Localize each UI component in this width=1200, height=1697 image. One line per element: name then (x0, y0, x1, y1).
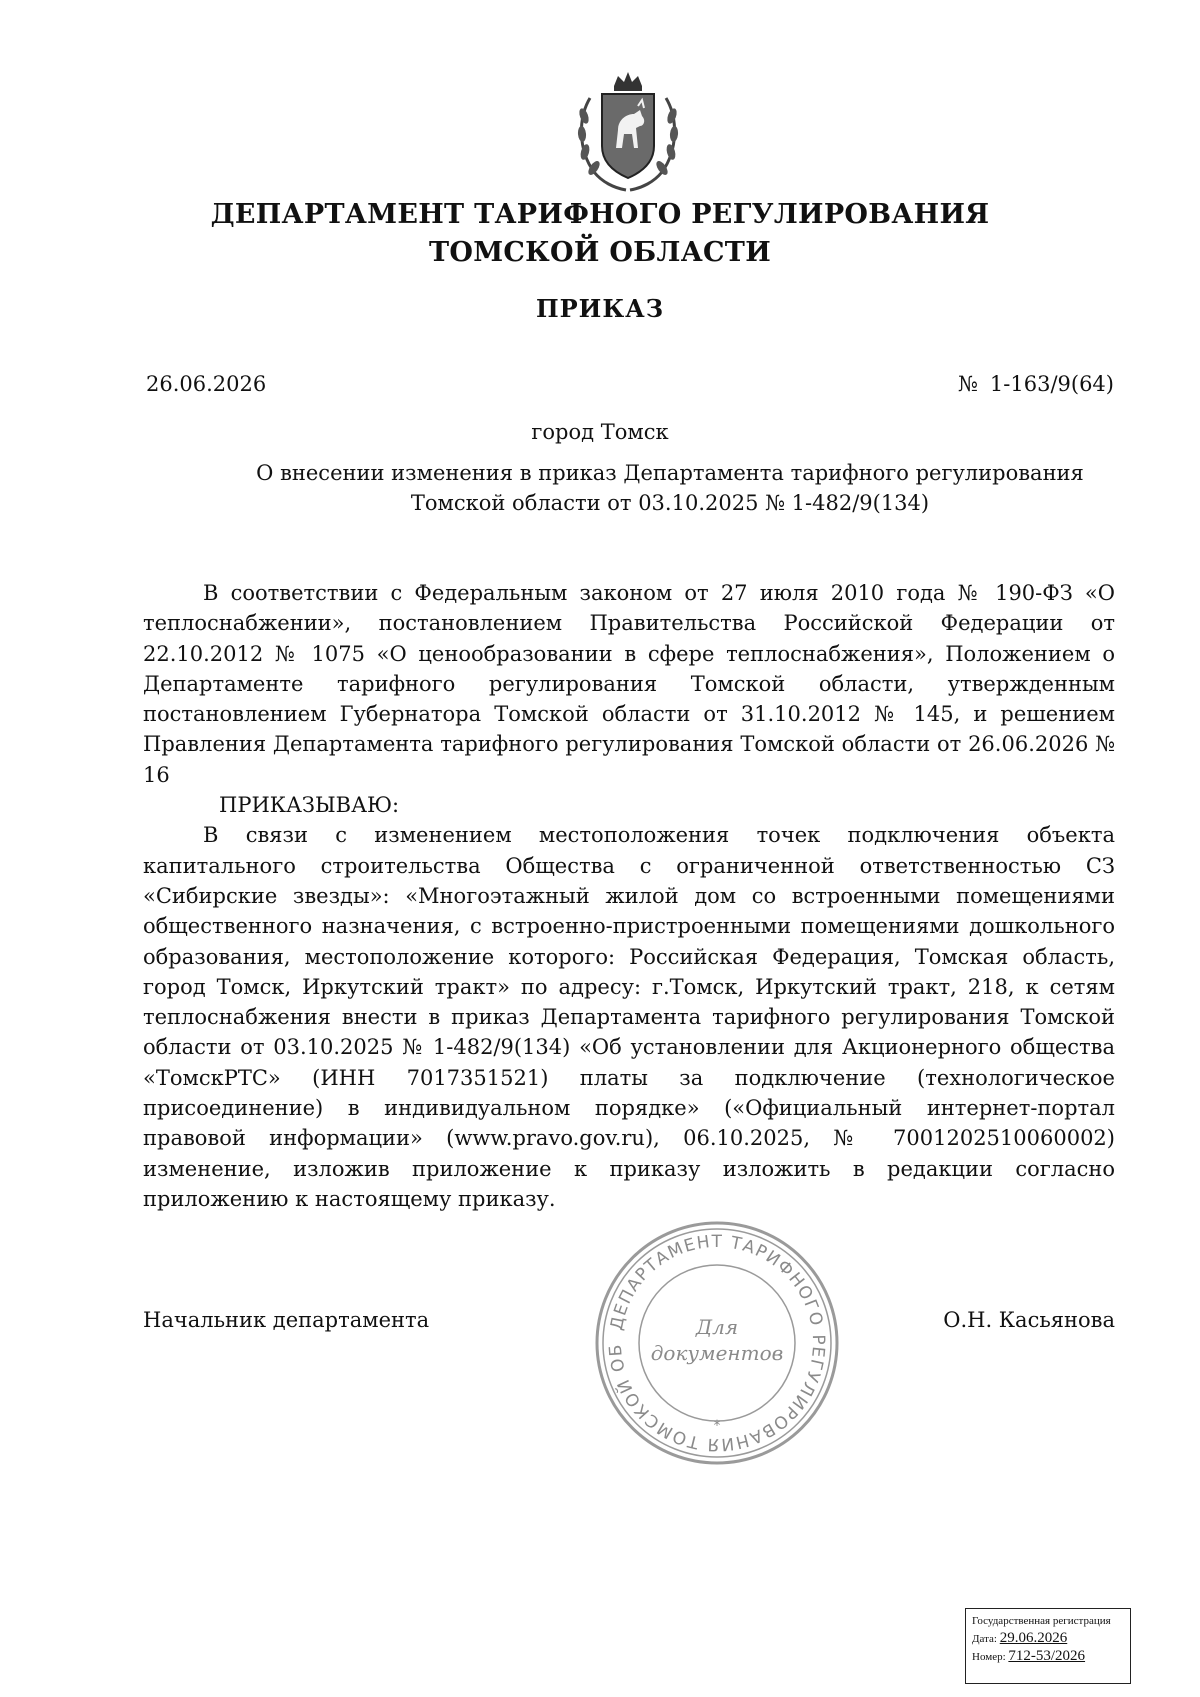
order-number-value: 1-163/9(64) (989, 372, 1114, 396)
order-subject (240, 458, 1100, 518)
registration-number: 712-53/2026 (1008, 1648, 1086, 1664)
department-line-1: ДЕПАРТАМЕНТ ТАРИФНОГО РЕГУЛИРОВАНИЯ (210, 199, 990, 230)
department-line-2: ТОМСКОЙ ОБЛАСТИ (428, 237, 772, 268)
order-body (143, 578, 1115, 1214)
svg-text:документов: документов (650, 1341, 784, 1365)
order-date: 26.06.2026 (146, 372, 267, 396)
department-name (0, 196, 1200, 272)
document-type: ПРИКАЗ (535, 294, 665, 323)
coat-of-arms-icon (572, 68, 684, 196)
subject-line-2: Томской области от 03.10.2025 № 1-482/9(134) (410, 491, 930, 515)
registration-date-label: Дата: (972, 1633, 997, 1645)
city: город Томск (531, 420, 669, 444)
signatory-name: О.Н. Касьянова (943, 1308, 1115, 1332)
subject-line-1: О внесении изменения в приказ Департамента тарифного регулирования (256, 461, 1084, 485)
signatory-position: Начальник департамента (143, 1308, 430, 1332)
order-number (958, 372, 1114, 396)
order-word: ПРИКАЗЫВАЮ: (219, 793, 400, 818)
svg-text:ДЕПАРТАМЕНТ ТАРИФНОГО РЕГУЛИРО: ДЕПАРТАМЕНТ ТАРИФНОГО РЕГУЛИРОВАНИЯ ТОМСКОЙ ОБ (605, 1231, 829, 1455)
operative-paragraph: В связи с изменением местоположения точек подключения объекта капитального строительства Общества с ограниченной ответственностью СЗ «Сибирские звезды»: «Многоэтажный жилой дом со встроенными помещениями общественного назначения, с встроенно-пристроенными помещениями дошкольного образования, местоположение которого: Российская Федерация, Томская область, город Томск, Иркутский тракт» по адресу: г.Томск, Иркутский тракт, 218, к сетям теплоснабжения внести в приказ Департамента тарифного регулирования Томской области от 03.10.2025 № 1-482/9(134) «Об установлении для Акционерного общества «ТомскРТС» (ИНН 7017351521) платы за подключение (технологическое присоединение) в индивидуальном порядке» («Официальный интернет-портал правовой информации» (www.pravo.gov.ru), 06.10.2025, № 7001202510060002) изменение, изложив приложение к приказу изложить в редакции согласно приложению к настоящему приказу. (143, 823, 1115, 1211)
svg-text:Для: Для (695, 1315, 739, 1339)
preamble-paragraph: В соответствии с Федеральным законом от 27 июля 2010 года № 190-ФЗ «О теплоснабжении», постановлением Правительства Российской Федерации от 22.10.2012 № 1075 «О ценообразовании в сфере теплоснабжения», Положением о Департаменте тарифного регулирования Томской области, утвержденным постановлением Губернатора Томской области от 31.10.2012 № 145, и решением Правления Департамента тарифного регулирования Томской области от 26.06.2026 № 16 (143, 581, 1115, 787)
registration-number-label: Номер: (972, 1651, 1006, 1663)
official-stamp (592, 1218, 842, 1468)
number-sign: № (958, 372, 978, 396)
state-registration-box (965, 1608, 1131, 1684)
registration-title: Государственная регистрация (972, 1615, 1111, 1627)
registration-date: 29.06.2026 (999, 1630, 1068, 1646)
svg-text:*: * (713, 1418, 721, 1434)
